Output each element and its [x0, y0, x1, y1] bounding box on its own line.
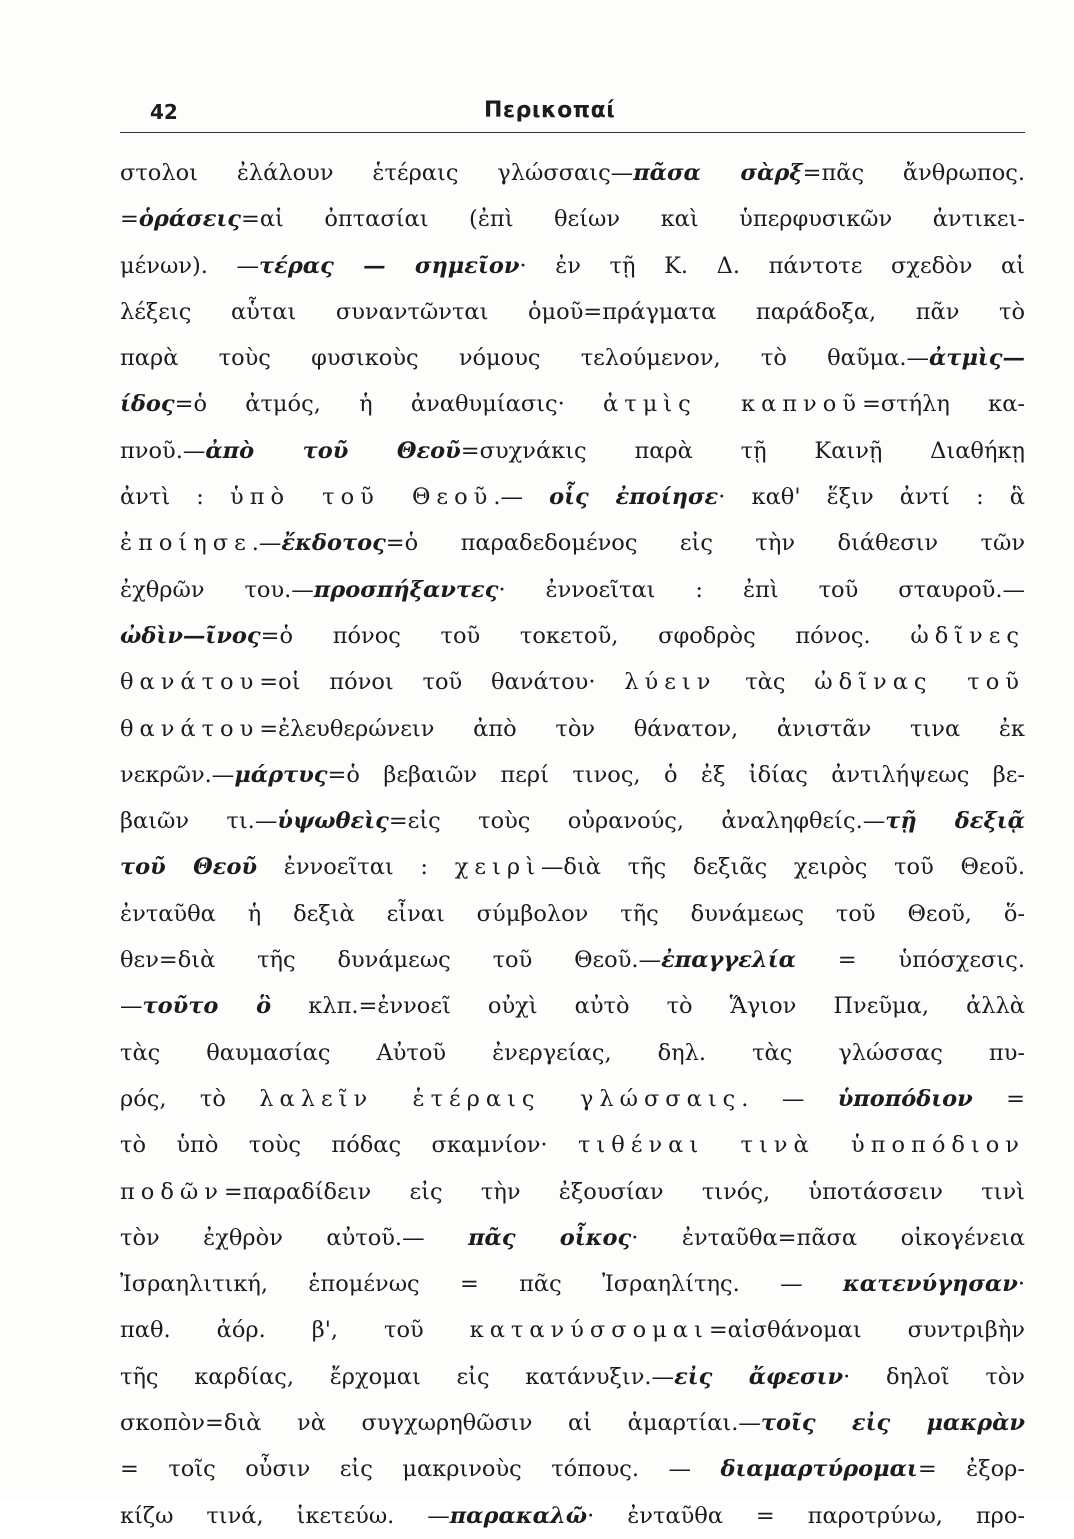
text-line: [120, 1215, 1025, 1261]
text-segment: · ἐν τῇ Κ. Δ. πάντοτε σχεδὸν αἱ: [519, 252, 1025, 279]
text-segment: =πᾶς ἄνθρωπος.: [802, 160, 1025, 186]
text-segment: = τοῖς οὖσιν εἰς μακρινοὺς τόπους. —: [120, 1456, 721, 1483]
text-segment: =: [972, 1085, 1025, 1112]
lemma-term: πᾶς οἶκος: [468, 1224, 632, 1251]
text-line: [120, 474, 1025, 520]
text-segment: στολοι ἐλάλουν ἑτέραις γλώσσαις—: [120, 160, 634, 186]
text-line: [120, 844, 1025, 890]
text-segment: τὸ ὑπὸ τοὺς πόδας σκαμνίον·: [120, 1132, 578, 1159]
text-segment: =ὁ πόνος τοῦ τοκετοῦ, σφοδρὸς πόνος.: [260, 622, 911, 649]
spaced-phrase: χειρὶ: [454, 854, 541, 881]
text-segment: τὰς θαυμασίας Αὐτοῦ ἐνεργείας, δηλ. τὰς γλώσσας πυ-: [120, 1039, 1025, 1066]
text-segment: .—: [493, 484, 550, 511]
text-line: [120, 1307, 1025, 1353]
text-segment: =παραδίδειν εἰς τὴν ἐξουσίαν τινός, ὑποτάσσειν τινὶ: [223, 1178, 1025, 1205]
spaced-phrase: ἀτμὶς καπνοῦ: [603, 391, 862, 418]
text-line: [120, 520, 1025, 566]
lemma-term: μάρτυς: [234, 761, 328, 788]
text-segment: κίζω τινά, ἱκετεύω. —: [120, 1502, 450, 1529]
lemma-term: ἀτμὶς—: [928, 345, 1025, 372]
text-segment: · καθ' ἕξιν ἀντί : ἃ: [718, 484, 1025, 511]
lemma-term: ὠδὶν—ῖνος: [120, 622, 261, 649]
lemma-term: ίδος: [120, 391, 175, 418]
text-segment: σκοπὸν=διὰ νὰ συγχωρηθῶσιν αἱ ἁμαρτίαι.—: [120, 1410, 761, 1437]
text-line: [120, 1261, 1025, 1307]
lemma-term: ὑψωθεὶς: [277, 808, 389, 835]
lemma-term: τέρας — σημεῖον: [259, 252, 520, 279]
lemma-term: ὑποπόδιον: [837, 1085, 973, 1112]
spaced-phrase: ὠδῖνας τοῦ: [814, 669, 1025, 696]
text-line: [120, 335, 1025, 381]
lemma-term: πᾶσα σὰρξ: [633, 160, 803, 186]
text-segment: —: [120, 993, 143, 1020]
text-segment: =ἐλευθερώνειν ἀπὸ τὸν θάνατον, ἀνιστᾶν τινα ἐκ: [259, 715, 1025, 742]
lemma-term: ἐπαγγελία: [661, 947, 796, 974]
text-segment: · ἐνταῦθα=πᾶσα οἰκογένεια: [631, 1224, 1025, 1251]
text-segment: .—: [251, 530, 282, 557]
spaced-phrase: ὑπὸ τοῦ Θεοῦ: [230, 484, 494, 511]
text-segment: παρὰ τοὺς φυσικοὺς νόμους τελούμενον, τὸ θαῦμα.—: [120, 345, 929, 372]
text-line: [120, 428, 1025, 474]
text-segment: —διὰ τῆς δεξιᾶς χειρὸς τοῦ Θεοῦ.: [540, 854, 1025, 881]
text-segment: = ἐξορ-: [917, 1456, 1025, 1483]
text-segment: ἐννοεῖται :: [257, 854, 455, 881]
spaced-phrase: θανάτου: [120, 715, 260, 742]
text-line: [120, 1446, 1025, 1492]
text-segment: =εἰς τοὺς οὐρανούς, ἀναληφθείς.—: [388, 808, 886, 835]
text-line: [120, 289, 1025, 335]
text-segment: ρός, τὸ: [120, 1085, 260, 1112]
lemma-term: ὁράσεις: [138, 206, 241, 233]
text-segment: ἀντὶ :: [120, 484, 231, 511]
text-line: [120, 983, 1025, 1029]
text-line: [120, 937, 1025, 983]
lemma-term: ἔκδοτος: [281, 530, 386, 557]
text-segment: παθ. ἀόρ. β', τοῦ: [120, 1317, 470, 1344]
spaced-phrase: ἐποίησε: [120, 530, 252, 557]
page-number: 42: [150, 100, 178, 124]
text-segment: =αἰσθάνομαι συντριβὴν: [708, 1317, 1025, 1344]
spaced-phrase: ποδῶν: [120, 1178, 224, 1205]
text-line: [120, 1169, 1025, 1215]
text-segment: · ἐννοεῖται : ἐπὶ τοῦ σταυροῦ.—: [498, 576, 1025, 603]
text-line: [120, 1076, 1025, 1122]
text-line: [120, 150, 1025, 196]
text-line: [120, 381, 1025, 427]
running-header: [120, 92, 1025, 133]
text-line: [120, 1354, 1025, 1400]
text-segment: =: [120, 206, 139, 233]
text-line: [120, 659, 1025, 705]
text-line: [120, 243, 1025, 289]
spaced-phrase: ὠδῖνες: [910, 622, 1025, 649]
lemma-term: οἷς ἐποίησε: [549, 484, 719, 511]
text-segment: =ὁ βεβαιῶν περί τινος, ὁ ἐξ ἰδίας ἀντιλήψεως βε-: [327, 761, 1025, 788]
text-segment: = ὑπόσχεσις.: [795, 947, 1025, 974]
lemma-term: διαμαρτύρομαι: [720, 1456, 918, 1483]
spaced-phrase: λύειν: [624, 669, 717, 696]
lemma-term: παρακαλῶ: [449, 1502, 588, 1529]
text-line: [120, 1400, 1025, 1446]
lemma-term: ἀπὸ τοῦ Θεοῦ: [205, 437, 461, 464]
text-segment: =συχνάκις παρὰ τῇ Καινῇ Διαθήκῃ: [460, 437, 1025, 464]
text-segment: . —: [741, 1085, 838, 1112]
spaced-phrase: τιθέναι τινὰ ὑποπόδιον: [577, 1132, 1025, 1159]
lemma-term: τοῦτο ὃ: [142, 993, 272, 1020]
text-segment: βαιῶν τι.—: [120, 808, 278, 835]
text-line: [120, 196, 1025, 242]
text-segment: τὸν ἐχθρὸν αὐτοῦ.—: [120, 1224, 469, 1251]
body-text: [120, 150, 1025, 1539]
spaced-phrase: κατανύσσομαι: [469, 1317, 709, 1344]
text-segment: =ὁ παραδεδομένος εἰς τὴν διάθεσιν τῶν: [385, 530, 1025, 557]
text-segment: Ἰσραηλιτική, ἑπομένως = πᾶς Ἰσραηλίτης. —: [120, 1271, 843, 1298]
text-segment: ἐχθρῶν του.—: [120, 576, 314, 603]
text-segment: τῆς καρδίας, ἔρχομαι εἰς κατάνυξιν.—: [120, 1363, 675, 1390]
lemma-term: κατενύγησαν: [842, 1271, 1018, 1298]
lemma-term: τοῖς εἰς μακρὰν: [760, 1410, 1025, 1437]
spaced-phrase: λαλεῖν ἑτέραις γλώσσαις: [259, 1085, 742, 1112]
text-segment: ·: [1017, 1271, 1025, 1298]
text-segment: =αἱ ὀπτασίαι (ἐπὶ θείων καὶ ὑπερφυσικῶν ἀντικει-: [241, 206, 1025, 233]
text-segment: =στήλη κα-: [861, 391, 1025, 418]
text-line: [120, 798, 1025, 844]
text-line: [120, 752, 1025, 798]
text-segment: · δηλοῖ τὸν: [843, 1363, 1025, 1390]
text-line: [120, 567, 1025, 613]
text-line: [120, 1030, 1025, 1076]
running-title: Περικοπαί: [484, 98, 616, 123]
text-segment: =οἱ πόνοι τοῦ θανάτου·: [259, 669, 625, 696]
text-segment: κλπ.=ἐννοεῖ οὐχὶ αὐτὸ τὸ Ἅγιον Πνεῦμα, ἀλλὰ: [271, 993, 1025, 1020]
text-segment: · ἐνταῦθα = παροτρύνω, προ-: [587, 1502, 1025, 1529]
text-segment: λέξεις αὗται συναντῶνται ὁμοῦ=πράγματα παράδοξα, πᾶν τὸ: [120, 298, 1025, 325]
text-segment: νεκρῶν.—: [120, 761, 235, 788]
text-line: [120, 1122, 1025, 1168]
text-line: [120, 891, 1025, 937]
text-segment: =ὁ ἀτμός, ἡ ἀναθυμίασις·: [174, 391, 604, 418]
spaced-phrase: θανάτου: [120, 669, 260, 696]
text-segment: θεν=διὰ τῆς δυνάμεως τοῦ Θεοῦ.—: [120, 947, 662, 974]
text-segment: μένων). —: [120, 252, 260, 279]
text-line: [120, 613, 1025, 659]
text-segment: ἐνταῦθα ἡ δεξιὰ εἶναι σύμβολον τῆς δυνάμεως τοῦ Θεοῦ, ὅ-: [120, 900, 1025, 927]
lemma-term: τῇ δεξιᾷ: [885, 808, 1025, 835]
lemma-term: εἰς ἄφεσιν: [674, 1363, 844, 1390]
lemma-term: προσπήξαντες: [313, 576, 499, 603]
text-segment: τὰς: [716, 669, 815, 696]
text-segment: πνοῦ.—: [120, 437, 206, 464]
lemma-term: τοῦ Θεοῦ: [120, 854, 258, 881]
text-line: [120, 706, 1025, 752]
